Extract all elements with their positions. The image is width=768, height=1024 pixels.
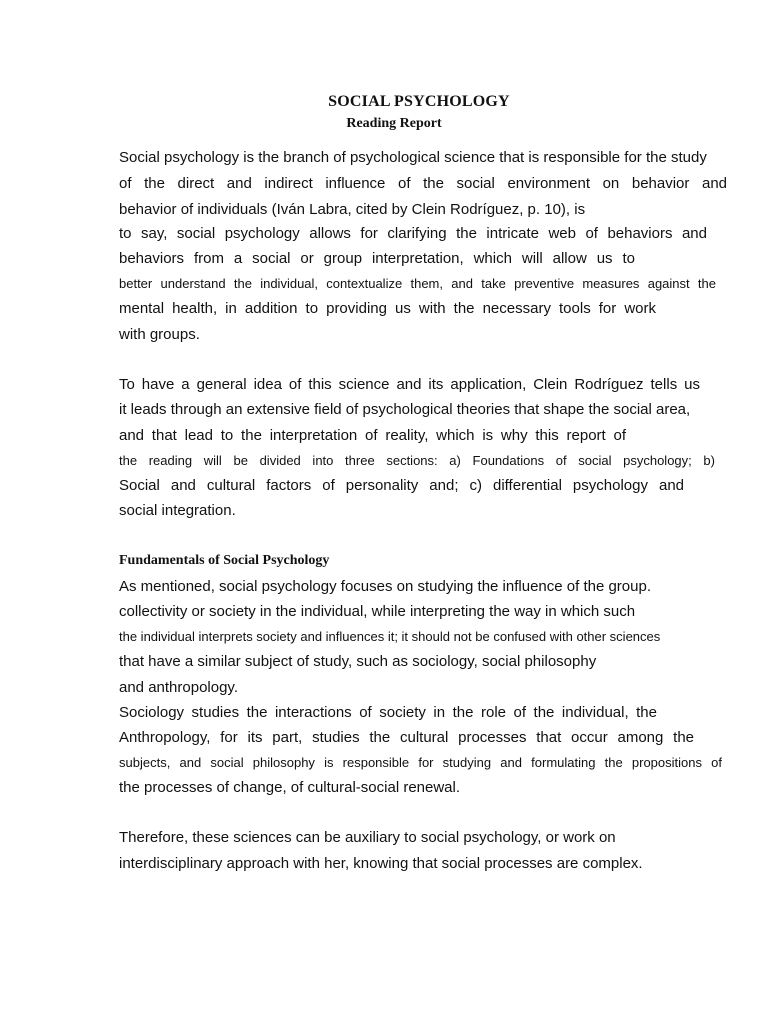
text-line: and that lead to the interpretation of reality, which is why this report of [119,427,626,444]
text-line: collectivity or society in the individual, while interpreting the way in which such [119,603,636,620]
text-line: mental health, in addition to providing us with the necessary tools for work [119,300,656,317]
text-line: of the direct and indirect influence of the social environment on behavior and [119,175,727,192]
text-line: that have a similar subject of study, such as sociology, social philosophy [119,653,597,670]
text-line: behaviors from a social or group interpretation, which will allow us to [119,250,635,267]
text-line: better understand the individual, contextualize them, and take preventive measures against the [119,276,716,291]
text-line: Anthropology, for its part, studies the cultural processes that occur among the [119,729,694,746]
document-subtitle: Reading Report [346,116,442,131]
text-line: As mentioned, social psychology focuses on studying the influence of the group. [119,578,651,595]
text-line: Therefore, these sciences can be auxiliary to social psychology, or work on [119,829,616,846]
text-line: behavior of individuals (Iván Labra, cited by Clein Rodríguez, p. 10), is [119,201,586,218]
text-line: the processes of change, of cultural-social renewal. [119,779,461,796]
text-line: Sociology studies the interactions of society in the role of the individual, the [119,704,657,721]
section-heading: Fundamentals of Social Psychology [119,553,330,568]
text-line: Social psychology is the branch of psychological science that is responsible for the study [119,149,707,166]
text-line: interdisciplinary approach with her, knowing that social processes are complex. [119,855,643,872]
text-line: and anthropology. [119,679,238,696]
text-line: it leads through an extensive field of psychological theories that shape the social area, [119,401,691,418]
text-line: with groups. [119,326,200,343]
text-line: the reading will be divided into three sections: a) Foundations of social psychology; b) [119,453,715,468]
document-title: SOCIAL PSYCHOLOGY [328,93,510,110]
text-line: social integration. [119,502,236,519]
text-line: Social and cultural factors of personality and; c) differential psychology and [119,477,684,494]
text-line: subjects, and social philosophy is responsible for studying and formulating the propositions of [119,755,722,770]
text-line: To have a general idea of this science and its application, Clein Rodríguez tells us [119,376,700,393]
text-line: to say, social psychology allows for clarifying the intricate web of behaviors and [119,225,707,242]
text-line: the individual interprets society and influences it; it should not be confused with other sciences [119,629,661,644]
